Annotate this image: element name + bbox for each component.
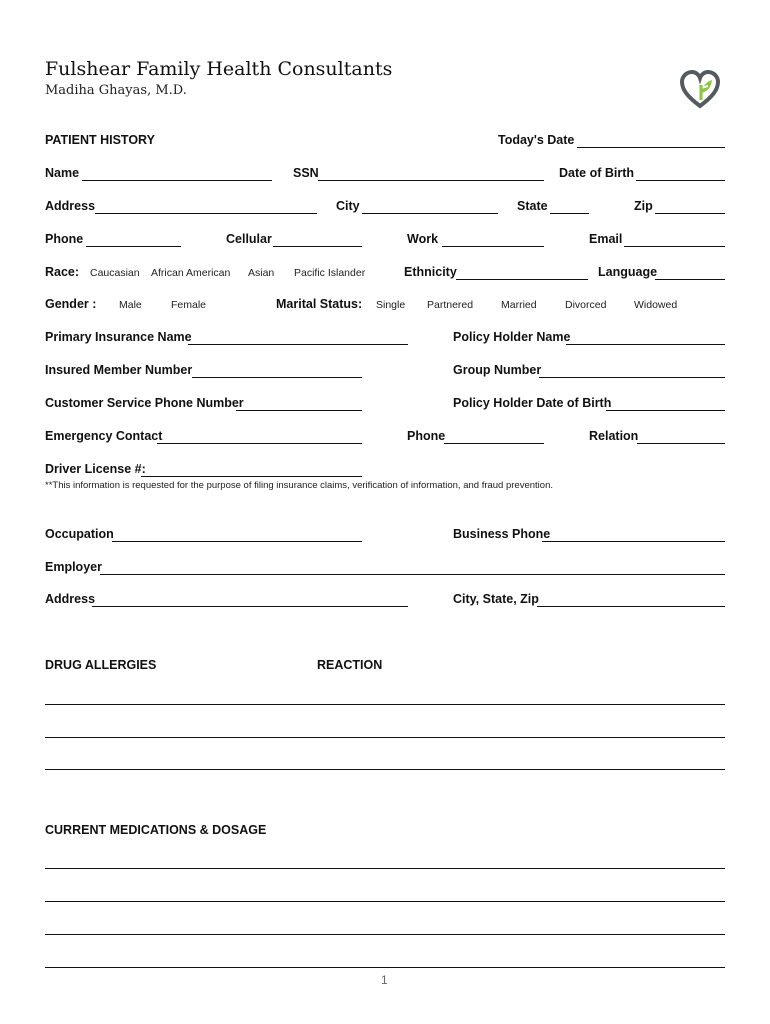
practice-logo: [680, 70, 720, 110]
ssn-label: SSN: [293, 166, 319, 180]
race-option-pacific-islander[interactable]: Pacific Islander: [294, 267, 366, 279]
name-label: Name: [45, 166, 80, 180]
city-field[interactable]: [362, 199, 498, 214]
ec-phone-label: Phone: [407, 429, 446, 443]
state-field[interactable]: [550, 199, 589, 214]
medication-line-2[interactable]: [45, 901, 725, 902]
dob-field[interactable]: [636, 166, 725, 181]
email-label: Email: [589, 232, 623, 246]
marital-option-married[interactable]: Married: [501, 299, 537, 311]
member-number-label: Insured Member Number: [45, 363, 193, 377]
page-number: 1: [381, 973, 388, 987]
employer-label: Employer: [45, 560, 102, 574]
medications-heading: CURRENT MEDICATIONS & DOSAGE: [45, 823, 267, 837]
race-option-african-american[interactable]: African American: [151, 267, 231, 279]
allergy-line-3[interactable]: [45, 769, 725, 770]
gender-option-female[interactable]: Female: [171, 299, 207, 311]
marital-option-widowed[interactable]: Widowed: [634, 299, 678, 311]
work-field[interactable]: [442, 232, 544, 247]
ec-phone-field[interactable]: [444, 429, 544, 444]
emergency-contact-field[interactable]: [157, 429, 362, 444]
phone-label: Phone: [45, 232, 84, 246]
city-label: City: [336, 199, 360, 213]
marital-status-label: Marital Status:: [276, 297, 363, 311]
member-number-field[interactable]: [192, 363, 362, 378]
employer-address-label: Address: [45, 592, 96, 606]
state-label: State: [517, 199, 548, 213]
medication-line-1[interactable]: [45, 868, 725, 869]
employer-field[interactable]: [100, 560, 725, 575]
race-label: Race:: [45, 265, 80, 279]
primary-insurance-field[interactable]: [188, 330, 408, 345]
gender-label: Gender :: [45, 297, 97, 311]
relation-label: Relation: [589, 429, 639, 443]
cellular-label: Cellular: [226, 232, 272, 246]
allergy-line-1[interactable]: [45, 704, 725, 705]
phone-field[interactable]: [86, 232, 181, 247]
ethnicity-field[interactable]: [456, 265, 588, 280]
policy-holder-field[interactable]: [566, 330, 725, 345]
work-label: Work: [407, 232, 439, 246]
zip-label: Zip: [634, 199, 653, 213]
dob-label: Date of Birth: [559, 166, 634, 180]
language-label: Language: [598, 265, 658, 279]
practice-name: Fulshear Family Health Consultants: [45, 58, 393, 80]
business-phone-field[interactable]: [542, 527, 725, 542]
zip-field[interactable]: [655, 199, 725, 214]
address-field[interactable]: [95, 199, 317, 214]
marital-option-partnered[interactable]: Partnered: [427, 299, 474, 311]
group-number-label: Group Number: [453, 363, 542, 377]
drug-allergies-heading: DRUG ALLERGIES: [45, 658, 157, 672]
cs-phone-field[interactable]: [236, 396, 362, 411]
reaction-heading: REACTION: [317, 658, 383, 672]
city-state-zip-label: City, State, Zip: [453, 592, 539, 606]
primary-insurance-label: Primary Insurance Name: [45, 330, 192, 344]
race-option-asian[interactable]: Asian: [248, 267, 275, 279]
todays-date-label: Today's Date: [498, 133, 575, 147]
ssn-field[interactable]: [318, 166, 544, 181]
emergency-contact-label: Emergency Contact: [45, 429, 163, 443]
occupation-label: Occupation: [45, 527, 114, 541]
driver-license-label: Driver License #:: [45, 462, 146, 476]
todays-date-field[interactable]: [577, 133, 725, 148]
heart-leaf-logo-icon: [680, 70, 720, 110]
ethnicity-label: Ethnicity: [404, 265, 457, 279]
cs-phone-label: Customer Service Phone Number: [45, 396, 244, 410]
marital-option-single[interactable]: Single: [376, 299, 406, 311]
policy-holder-label: Policy Holder Name: [453, 330, 571, 344]
section-title: PATIENT HISTORY: [45, 133, 155, 147]
name-field[interactable]: [82, 166, 272, 181]
employer-address-field[interactable]: [92, 592, 408, 607]
holder-dob-label: Policy Holder Date of Birth: [453, 396, 612, 410]
occupation-field[interactable]: [112, 527, 362, 542]
group-number-field[interactable]: [539, 363, 725, 378]
holder-dob-field[interactable]: [606, 396, 725, 411]
medication-line-4[interactable]: [45, 967, 725, 968]
business-phone-label: Business Phone: [453, 527, 551, 541]
cellular-field[interactable]: [273, 232, 362, 247]
relation-field[interactable]: [637, 429, 725, 444]
disclaimer-note: **This information is requested for the purpose of filing insurance claims, verification of information, and fraud prevention.: [45, 480, 553, 491]
allergy-line-2[interactable]: [45, 737, 725, 738]
email-field[interactable]: [624, 232, 725, 247]
language-field[interactable]: [655, 265, 725, 280]
race-option-caucasian[interactable]: Caucasian: [90, 267, 140, 279]
driver-license-field[interactable]: [141, 462, 362, 477]
gender-option-male[interactable]: Male: [119, 299, 142, 311]
doctor-name: Madiha Ghayas, M.D.: [45, 83, 187, 98]
city-state-zip-field[interactable]: [537, 592, 725, 607]
medication-line-3[interactable]: [45, 934, 725, 935]
marital-option-divorced[interactable]: Divorced: [565, 299, 607, 311]
address-label: Address: [45, 199, 96, 213]
